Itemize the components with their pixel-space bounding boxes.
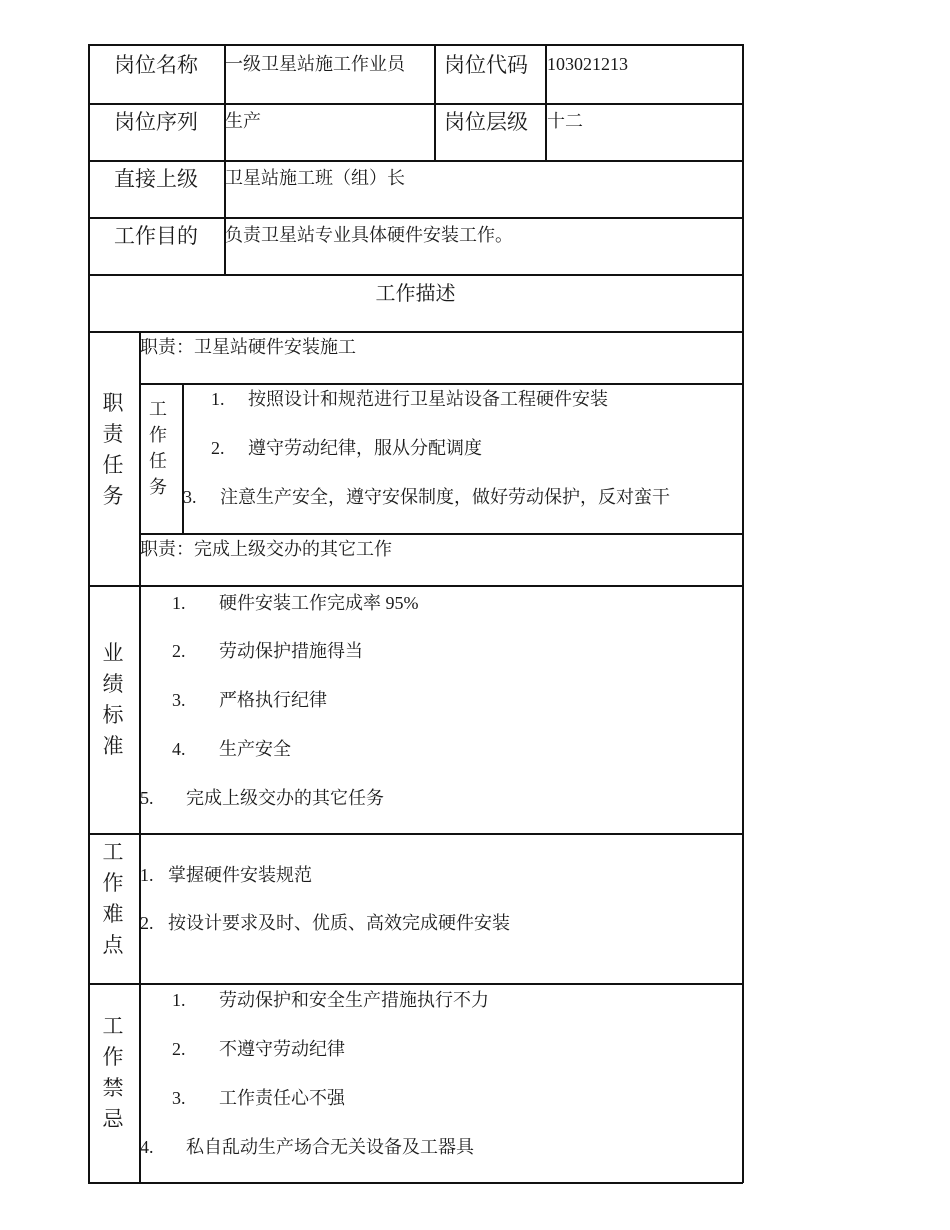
performance-5-text: 完成上级交办的其它任务 bbox=[186, 788, 384, 808]
task-2-text: 遵守劳动纪律，服从分配调度 bbox=[248, 438, 482, 458]
performance-3-number: 3. bbox=[172, 690, 186, 710]
column-line bbox=[742, 44, 744, 1183]
post-name-value: 一级卫星站施工作业员 bbox=[225, 54, 405, 74]
taboo-4-text: 私自乱动生产场合无关设备及工器具 bbox=[186, 1137, 474, 1157]
taboo-2-text: 不遵守劳动纪律 bbox=[219, 1039, 345, 1059]
superior-label: 直接上级 bbox=[114, 167, 198, 191]
column-line bbox=[88, 44, 90, 1183]
column-line bbox=[434, 44, 436, 161]
difficulties-label: 工作难点 bbox=[102, 840, 124, 957]
post-code-label: 岗位代码 bbox=[444, 53, 528, 77]
row-line bbox=[88, 585, 743, 587]
row-line bbox=[88, 331, 743, 333]
post-code-value: 103021213 bbox=[547, 54, 628, 74]
row-line bbox=[139, 533, 743, 535]
purpose-label: 工作目的 bbox=[114, 224, 198, 248]
task-label: 工作任务 bbox=[149, 399, 167, 497]
description-title: 工作描述 bbox=[375, 281, 456, 305]
row-line bbox=[88, 103, 743, 105]
taboo-2-number: 2. bbox=[172, 1039, 186, 1059]
column-line bbox=[139, 331, 141, 1183]
performance-1-number: 1. bbox=[172, 593, 186, 613]
duty-2-text: 职责：完成上级交办的其它工作 bbox=[140, 539, 392, 559]
post-level-label: 岗位层级 bbox=[444, 110, 528, 134]
row-line bbox=[88, 44, 743, 46]
performance-1-text: 硬件安装工作完成率 95% bbox=[219, 593, 419, 613]
task-1-text: 按照设计和规范进行卫星站设备工程硬件安装 bbox=[248, 389, 608, 409]
post-series-label: 岗位序列 bbox=[114, 110, 198, 134]
difficulty-2-number: 2. bbox=[140, 913, 154, 933]
row-line bbox=[88, 160, 743, 162]
taboo-1-number: 1. bbox=[172, 990, 186, 1010]
performance-2-text: 劳动保护措施得当 bbox=[219, 641, 363, 661]
post-series-value: 生产 bbox=[225, 111, 261, 131]
difficulty-2-text: 按设计要求及时、优质、高效完成硬件安装 bbox=[168, 913, 510, 933]
performance-3-text: 严格执行纪律 bbox=[219, 690, 327, 710]
difficulty-1-number: 1. bbox=[140, 865, 154, 885]
taboo-3-number: 3. bbox=[172, 1088, 186, 1108]
post-level-value: 十二 bbox=[547, 111, 583, 131]
row-line bbox=[88, 833, 743, 835]
taboo-3-text: 工作责任心不强 bbox=[219, 1088, 345, 1108]
performance-4-text: 生产安全 bbox=[219, 739, 291, 759]
superior-value: 卫星站施工班（组）长 bbox=[225, 168, 405, 188]
task-1-number: 1. bbox=[211, 389, 225, 409]
row-line bbox=[88, 217, 743, 219]
taboo-4-number: 4. bbox=[140, 1137, 154, 1157]
purpose-value: 负责卫星站专业具体硬件安装工作。 bbox=[225, 225, 513, 245]
performance-5-number: 5. bbox=[140, 788, 154, 808]
row-line bbox=[88, 1182, 743, 1184]
column-line bbox=[182, 383, 184, 534]
performance-label: 业绩标准 bbox=[102, 641, 124, 758]
row-line bbox=[139, 383, 743, 385]
row-line bbox=[88, 274, 743, 276]
performance-4-number: 4. bbox=[172, 739, 186, 759]
taboos-label: 工作禁忌 bbox=[102, 1014, 124, 1131]
taboo-1-text: 劳动保护和安全生产措施执行不力 bbox=[219, 990, 489, 1010]
duties-label: 职责任务 bbox=[102, 391, 124, 508]
post-name-label: 岗位名称 bbox=[114, 53, 198, 77]
difficulty-1-text: 掌握硬件安装规范 bbox=[168, 865, 312, 885]
task-3-number: 3. bbox=[183, 487, 197, 507]
duty-1-text: 职责：卫星站硬件安装施工 bbox=[140, 337, 356, 357]
task-3-text: 注意生产安全，遵守安保制度，做好劳动保护，反对蛮干 bbox=[220, 487, 670, 507]
row-line bbox=[88, 983, 743, 985]
task-2-number: 2. bbox=[211, 438, 225, 458]
performance-2-number: 2. bbox=[172, 641, 186, 661]
